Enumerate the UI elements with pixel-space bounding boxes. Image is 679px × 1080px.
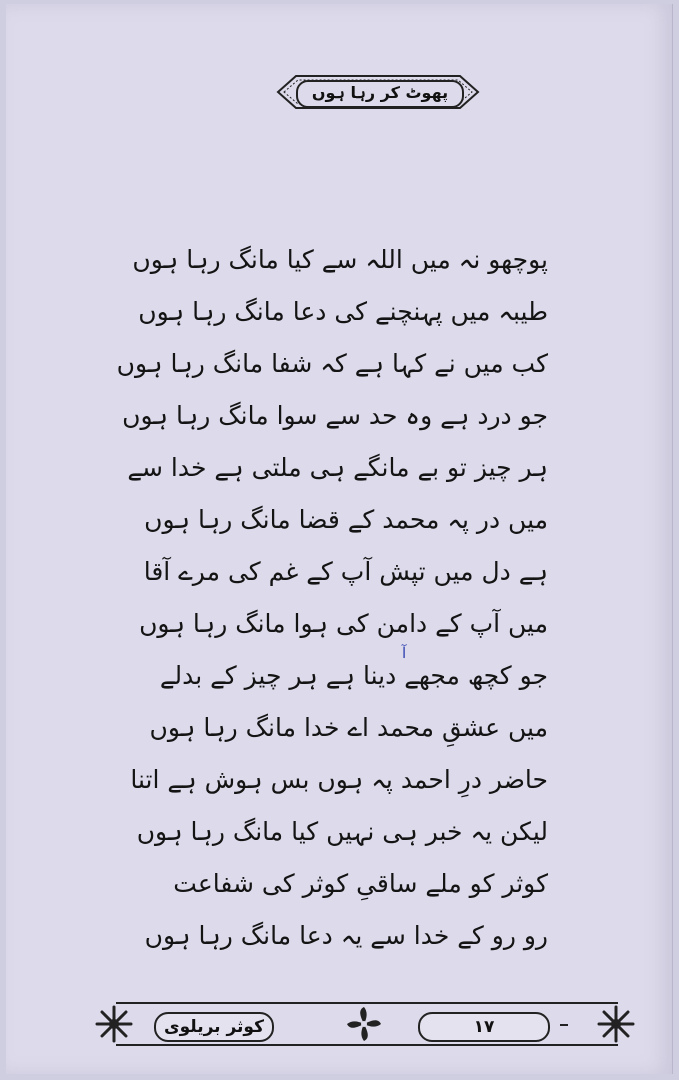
- verse-line: جو کچھ مجھے دینا ہے ہر چیز کے بدلے: [159, 661, 548, 690]
- verse-line: حاضر درِ احمد پہ ہوں بس ہوش ہے اتنا: [130, 765, 548, 794]
- verse-line: میں عشقِ محمد اے خدا مانگ رہا ہوں: [149, 713, 548, 742]
- verse-line: کوثر کو ملے ساقیِ کوثر کی شفاعت: [173, 869, 548, 898]
- verse-line: کب میں نے کہا ہے کہ شفا مانگ رہا ہوں: [116, 349, 548, 378]
- footer-dash: [560, 1024, 568, 1026]
- header-title: پھوٹ کر رہا ہوں: [296, 80, 464, 108]
- verse-line: میں در پہ محمد کے قضا مانگ رہا ہوں: [144, 505, 548, 534]
- verse-line: رو رو کے خدا سے یہ دعا مانگ رہا ہوں: [144, 921, 548, 950]
- page-number: ۱۷: [418, 1012, 550, 1042]
- footer-rule-bottom: [116, 1044, 618, 1046]
- page-header: [274, 72, 482, 112]
- flower-ornament-icon: [596, 1004, 636, 1044]
- pinwheel-ornament-icon: [344, 1004, 384, 1044]
- verse-line: ہر چیز تو بے مانگے ہی ملتی ہے خدا سے: [127, 453, 548, 482]
- verse-line: لیکن یہ خبر ہی نہیں کیا مانگ رہا ہوں: [136, 817, 548, 846]
- verse-line: جو درد ہے وہ حد سے سوا مانگ رہا ہوں: [122, 401, 548, 430]
- handwritten-annotation: آ: [402, 644, 407, 662]
- poem: [116, 234, 548, 962]
- verse-line: ہے دل میں تپش آپ کے غم کی مرے آقا: [143, 557, 548, 586]
- verse-line: میں آپ کے دامن کی ہوا مانگ رہا ہوں: [139, 609, 548, 638]
- verse-line: طیبہ میں پہنچنے کی دعا مانگ رہا ہوں: [138, 297, 548, 326]
- verse-line: پوچھو نہ میں اللہ سے کیا مانگ رہا ہوں: [132, 245, 548, 274]
- page-footer: [94, 1000, 640, 1050]
- flower-ornament-icon: [94, 1004, 134, 1044]
- book-page: [6, 4, 673, 1074]
- author-name: کوثر بریلوی: [154, 1012, 274, 1042]
